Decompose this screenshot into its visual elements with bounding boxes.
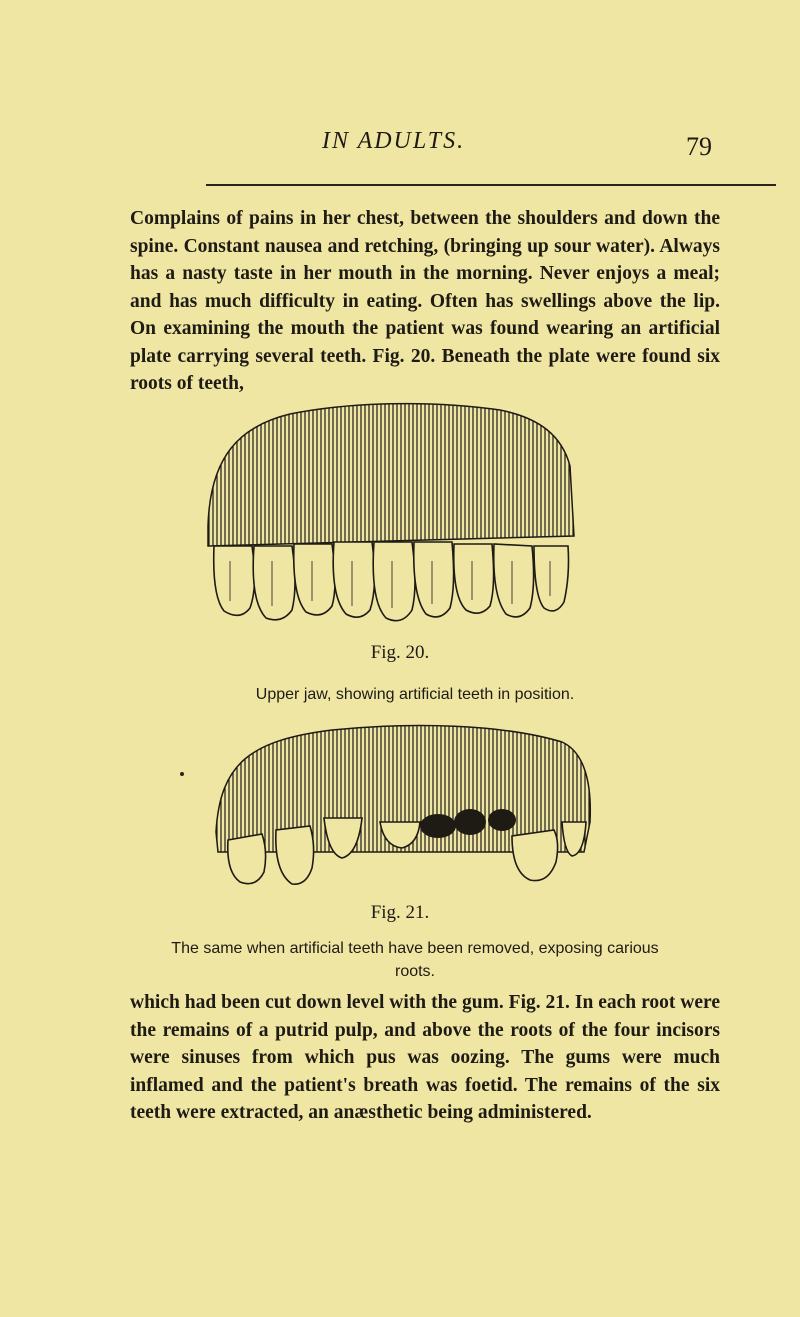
- running-title: IN ADULTS.: [322, 128, 466, 154]
- figure-21-label: Fig. 21.: [370, 902, 430, 923]
- figure-21-illustration: [212, 722, 594, 890]
- upper-jaw-artificial-teeth-drawing: [200, 396, 578, 628]
- body-paragraph-2: which had been cut down level with the gum. Fig. 21. In each root were the remains of a putrid pulp, and above the roots of the four incisors were sinuses from which pus was oozing. The gums were much inflamed and the patient's breath was foetid. The remains of the six teeth were extracted, an anæsthetic being administered.: [130, 992, 720, 1123]
- figure-21-caption: The same when artificial teeth have been removed, exposing carious roots.: [171, 940, 659, 980]
- printer-mark: [180, 772, 184, 776]
- figure-20-caption: Upper jaw, showing artificial teeth in position.: [255, 686, 575, 703]
- figure-20-illustration: [200, 396, 578, 628]
- body-paragraph-1: Complains of pains in her chest, between the shoulders and down the spine. Constant nausea and retching, (bringing up sour water). Always has a nasty taste in her mouth in the morning. Never enjoys a meal; and has much difficulty in eating. Often has swellings above the lip. On examining the mouth the patient was found wearing an artificial plate carrying several teeth. Fig. 20. Beneath the plate were found six roots of teeth,: [130, 208, 720, 394]
- header-rule: [206, 184, 776, 186]
- page-header: [0, 128, 800, 168]
- carious-roots-drawing: [212, 722, 594, 890]
- figure-20-label: Fig. 20.: [370, 642, 430, 663]
- page-number: 79: [686, 132, 712, 161]
